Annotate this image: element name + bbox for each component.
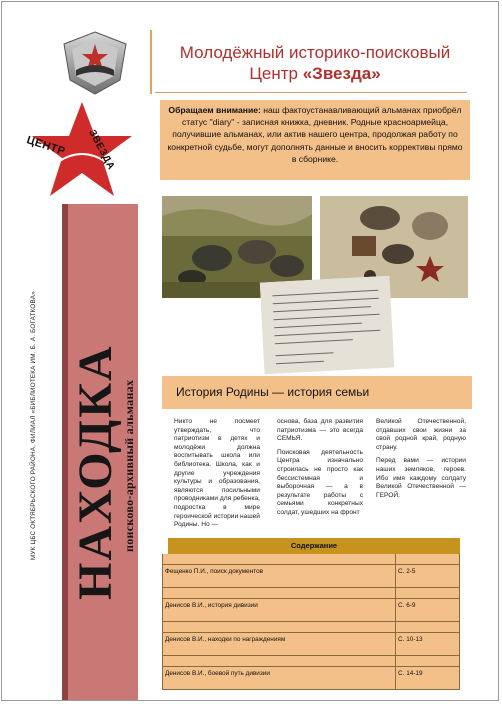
header-rule	[155, 92, 467, 93]
article-column-1	[174, 418, 260, 535]
contents-entry: Фещенко П.И., поиск документов	[163, 565, 396, 588]
contents-pages: С. 14-19	[396, 667, 460, 690]
section-title: История Родины — история семьи	[176, 385, 370, 399]
contents-entry: Денисов В.И., история дивизии	[163, 599, 396, 622]
article-paragraph: Никто не посмеет утверждать, что патриотизм в детях и молодёжи должна воспитывать школа или библиотека. Школа, как и другие учреждения культуры и образования, являются посильными проводниками для ребенка, подростка в мире героической истории нашей Родины. Но —	[174, 418, 260, 529]
contents-entry: Денисов В.И., находки по награждениям	[163, 633, 396, 656]
article-column-2	[277, 418, 363, 523]
contents-heading: Содержание	[168, 538, 460, 554]
table-row	[163, 633, 460, 656]
contents-grid	[162, 554, 460, 690]
title-line-2-prefix: Центр	[249, 64, 303, 83]
article-paragraph: Перед вами — истории наших земляков, героев. Ибо имя каждому солдату Великой Отечественной — ГЕРОЙ.	[376, 457, 466, 499]
article-paragraph: основа, база для развития патриотизма — это всегда СЕМЬЯ.	[277, 418, 363, 443]
article-paragraph: Поисковая деятельность Центра изначально строилась не просто как бессистемная и выборочная — а в результате работы с семьями конкретных солдат, ушедших на фронт	[277, 448, 363, 516]
almanac-title: НАХОДКА	[69, 344, 122, 600]
section-header	[162, 376, 472, 409]
title-line-2-bold: «Звезда»	[302, 64, 381, 83]
article-paragraph: Великой Отечественной, отдавших свои жизни за свой родной край, родную страну.	[376, 418, 466, 451]
sidebar-publisher-caption: МУК ЦБС ОКТЯБРЬСКОГО РАЙОНА, ФИЛИАЛ «БИБЛИОТЕКА ИМ. Б. А. БОГАТКОВА»	[30, 291, 37, 560]
table-row	[163, 667, 460, 690]
photo-document	[260, 276, 395, 375]
title-line-2	[156, 63, 474, 84]
library-logo-icon	[60, 30, 130, 96]
article-column-3	[376, 418, 466, 505]
notice-body: наш фактоустанавливающий альманах приобрёл статус "diary" - записная книжка, дневник. Родные красноармейца, получившие альманах, или актив нашего центра, продолжая работу по конкретной судьбе, могут дополнять данные и вносить коррективы прямо в сборнике.	[167, 105, 463, 164]
header-title-box	[150, 30, 474, 94]
table-row	[163, 565, 460, 588]
notice-box	[160, 100, 470, 180]
contents-pages: С. 2-5	[396, 565, 460, 588]
star-text-right: ЗВЕЗДА	[86, 128, 117, 172]
notice-lead: Обращаем внимание:	[168, 105, 261, 115]
table-row	[163, 599, 460, 622]
star-text-left: ЦЕНТР	[25, 134, 67, 158]
contents-table	[162, 538, 460, 690]
contents-pages: С. 10-13	[396, 633, 460, 656]
contents-entry: Денисов В.И., боевой путь дивизии	[163, 667, 396, 690]
contents-pages: С. 6-9	[396, 599, 460, 622]
title-line-1: Молодёжный историко-поисковый	[179, 43, 451, 62]
page-title	[156, 42, 474, 84]
star-logo	[22, 100, 144, 200]
almanac-subtitle: поисково-архивный альманах	[122, 379, 136, 552]
